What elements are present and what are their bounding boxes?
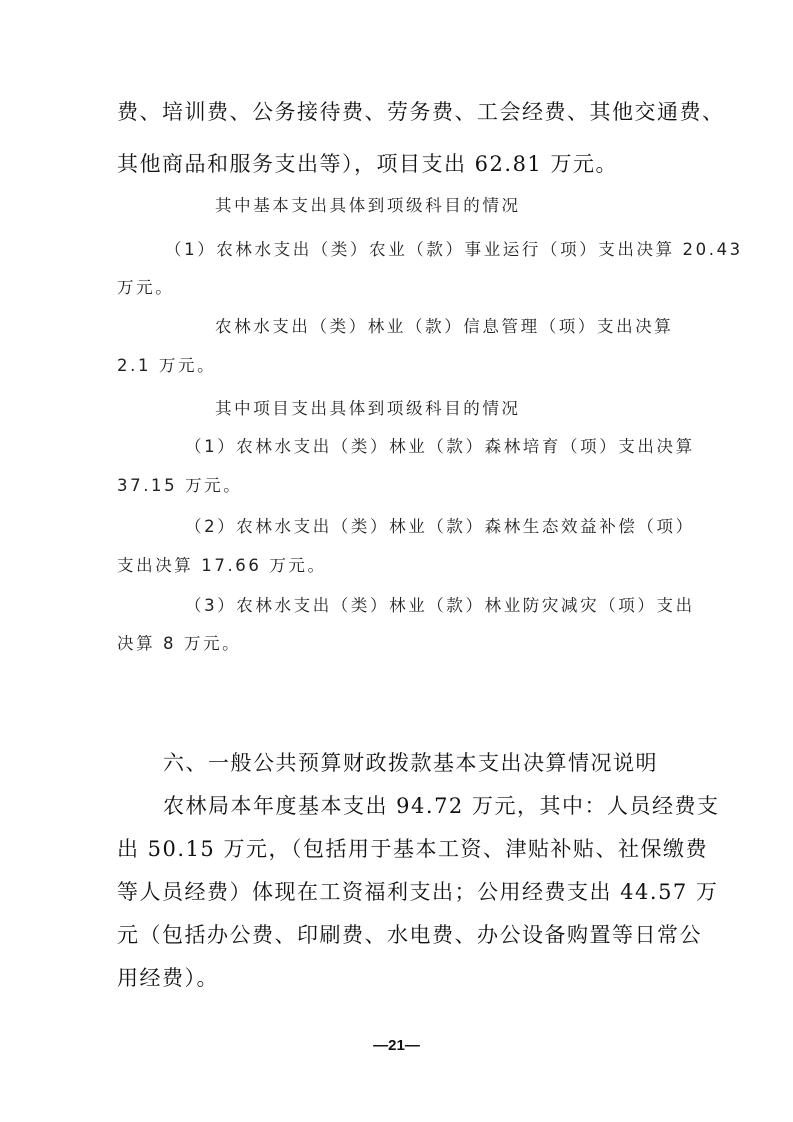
paragraph-line: 等人员经费）体现在工资福利支出；公用经费支出 44.57 万 [117, 880, 719, 904]
paragraph-line: 其他商品和服务支出等），项目支出 62.81 万元。 [117, 152, 618, 176]
basic-item-line: 2.1 万元。 [117, 356, 217, 375]
project-item-line: 决算 8 万元。 [117, 634, 242, 653]
paragraph-line: 元（包括办公费、印刷费、水电费、办公设备购置等日常公 [117, 923, 702, 947]
project-expenditure-heading: 其中项目支出具体到项级科目的情况 [215, 399, 521, 418]
basic-item-line: 农林水支出（类）林业（款）信息管理（项）支出决算 [215, 317, 674, 336]
project-item-line: 支出决算 17.66 万元。 [117, 556, 327, 575]
project-item-line: （1）农林水支出（类）林业（款）森林培育（项）支出决算 [185, 437, 695, 456]
project-item-line: （2）农林水支出（类）林业（款）森林生态效益补偿（项） [185, 517, 695, 536]
paragraph-line: 农林局本年度基本支出 94.72 万元，其中：人员经费支 [163, 794, 720, 818]
basic-item-line: 万元。 [117, 278, 175, 297]
paragraph-line: 用经费）。 [117, 966, 219, 990]
paragraph-line: 出 50.15 万元，（包括用于基本工资、津贴补贴、社保缴费 [117, 837, 708, 861]
section-title: 六、一般公共预算财政拨款基本支出决算情况说明 [163, 751, 658, 775]
basic-expenditure-heading: 其中基本支出具体到项级科目的情况 [215, 196, 521, 215]
page-number: —21— [373, 1037, 420, 1054]
project-item-line: 37.15 万元。 [117, 476, 243, 495]
project-item-line: （3）农林水支出（类）林业（款）林业防灾减灾（项）支出 [185, 596, 695, 615]
basic-item-line: （1）农林水支出（类）农业（款）事业运行（项）支出决算 20.43 [165, 240, 743, 259]
paragraph-line: 费、培训费、公务接待费、劳务费、工会经费、其他交通费、 [117, 100, 725, 124]
